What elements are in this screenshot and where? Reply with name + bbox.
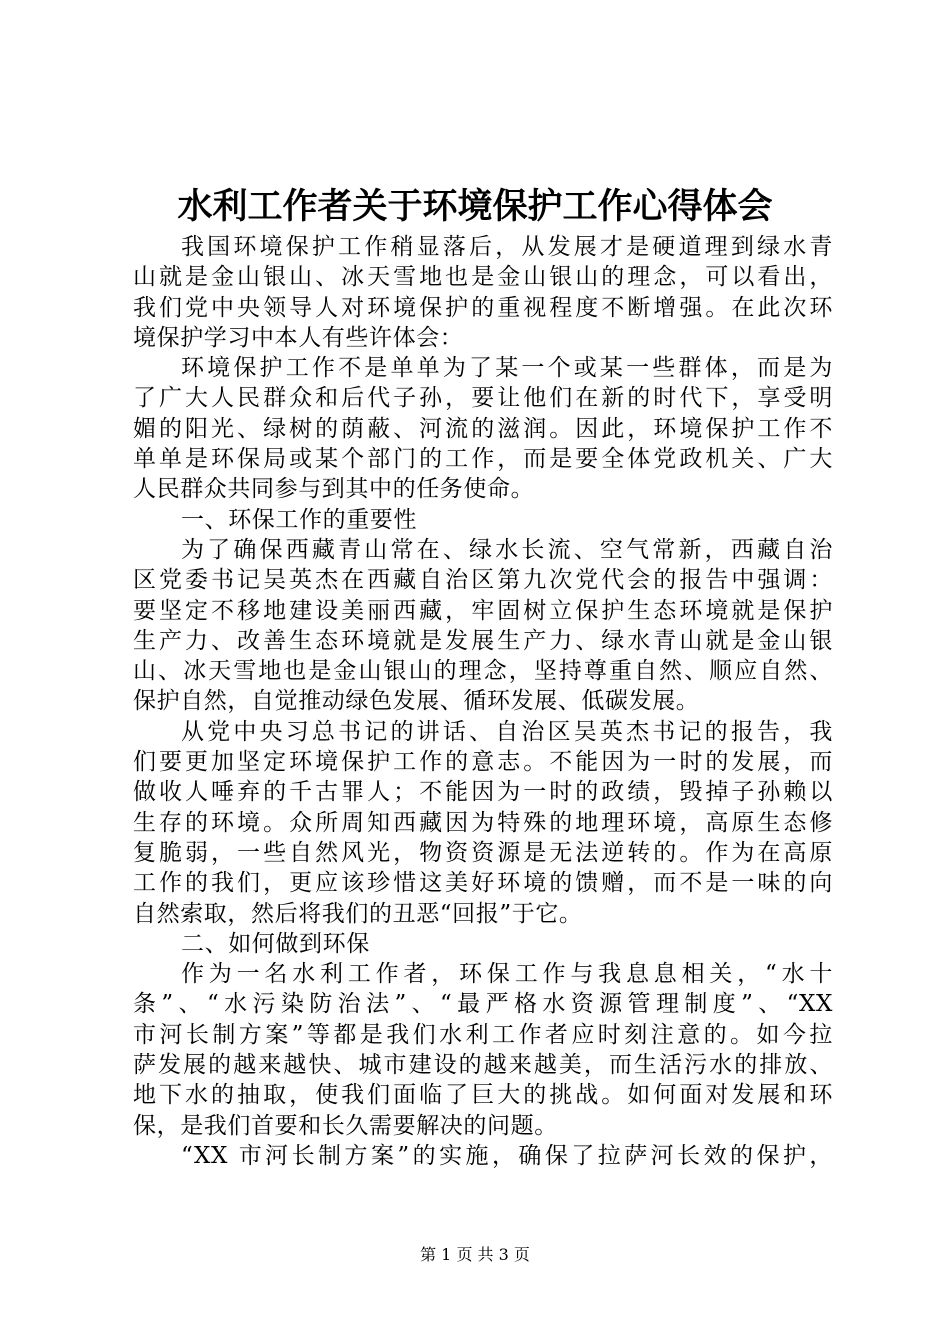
section-heading: 一、环保工作的重要性 xyxy=(181,506,417,533)
text-line: 山就是金山银山、冰天雪地也是金山银山的理念，可以看出， xyxy=(133,264,833,291)
text-line: 们要更加坚定环境保护工作的意志。不能因为一时的发展，而 xyxy=(133,749,833,776)
text-line: 自然索取，然后将我们的丑恶“回报”于它。 xyxy=(133,900,583,927)
text-line: 复脆弱，一些自然风光，物资资源是无法逆转的。作为在高原 xyxy=(133,839,833,866)
text-line: 为了确保西藏青山常在、绿水长流、空气常新，西藏自治 xyxy=(181,536,833,563)
text-line: 我国环境保护工作稍显落后，从发展才是硬道理到绿水青 xyxy=(181,234,833,260)
text-line: 要坚定不移地建设美丽西藏，牢固树立保护生态环境就是保护 xyxy=(133,597,833,624)
text-line: 萨发展的越来越快、城市建设的越来越美，而生活污水的排放、 xyxy=(133,1052,833,1079)
page-number-footer: 第 1 页 共 3 页 xyxy=(420,1245,530,1264)
text-line: 做收人唾弃的千古罪人；不能因为一时的政绩，毁掉子孙赖以 xyxy=(133,779,833,806)
text-line: 保护自然，自觉推动绿色发展、循环发展、低碳发展。 xyxy=(133,688,700,715)
text-line: 生存的环境。众所周知西藏因为特殊的地理环境，高原生态修 xyxy=(133,809,833,836)
text-line: 环境保护工作不是单单为了某一个或某一些群体，而是为 xyxy=(181,355,833,382)
text-line: 我们党中央领导人对环境保护的重视程度不断增强。在此次环 xyxy=(133,294,833,321)
document-body xyxy=(133,232,833,1171)
text-line: “XX 市河长制方案”的实施，确保了拉萨河长效的保护， xyxy=(181,1142,833,1169)
text-line: 工作的我们，更应该珍惜这美好环境的馈赠，而不是一味的向 xyxy=(133,870,833,897)
text-line: 人民群众共同参与到其中的任务使命。 xyxy=(133,476,535,503)
text-line: 境保护学习中本人有些许体会： xyxy=(133,324,464,351)
text-line: 地下水的抽取，使我们面临了巨大的挑战。如何面对发展和环 xyxy=(133,1082,833,1109)
text-line: 山、冰天雪地也是金山银山的理念，坚持尊重自然、顺应自然、 xyxy=(133,658,833,685)
document-title: 水利工作者关于环境保护工作心得体会 xyxy=(177,186,773,227)
text-line: 了广大人民群众和后代子孙，要让他们在新的时代下，享受明 xyxy=(133,385,833,412)
text-line: 生产力、改善生态环境就是发展生产力、绿水青山就是金山银 xyxy=(133,627,833,654)
text-line: 条”、“水污染防治法”、“最严格水资源管理制度”、“XX xyxy=(133,991,833,1018)
text-line: 单单是环保局或某个部门的工作，而是要全体党政机关、广大 xyxy=(133,446,833,473)
text-line: 作为一名水利工作者，环保工作与我息息相关，“水十 xyxy=(181,961,833,988)
text-line: 媚的阳光、绿树的荫蔽、河流的滋润。因此，环境保护工作不 xyxy=(133,415,833,442)
section-heading: 二、如何做到环保 xyxy=(181,930,370,957)
text-line: 区党委书记吴英杰在西藏自治区第九次党代会的报告中强调： xyxy=(133,567,833,594)
text-line: 从党中央习总书记的讲话、自治区吴英杰书记的报告，我 xyxy=(181,718,833,745)
text-line: 保，是我们首要和长久需要解决的问题。 xyxy=(133,1112,558,1139)
text-line: 市河长制方案”等都是我们水利工作者应时刻注意的。如今拉 xyxy=(133,1021,833,1048)
